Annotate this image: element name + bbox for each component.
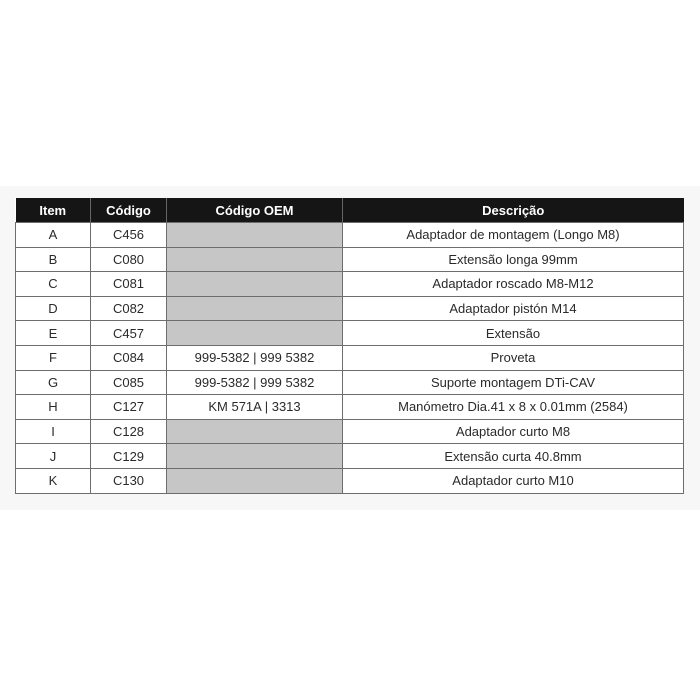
cell-item: H <box>16 395 91 420</box>
cell-codigo-oem: KM 571A | 3313 <box>167 395 343 420</box>
cell-codigo: C129 <box>91 444 167 469</box>
header-codigo: Código <box>91 198 167 223</box>
cell-codigo-oem <box>167 223 343 248</box>
table-row <box>16 223 684 248</box>
cell-codigo-oem <box>167 296 343 321</box>
cell-descricao: Adaptador de montagem (Longo M8) <box>343 223 684 248</box>
cell-item: C <box>16 272 91 297</box>
cell-descricao: Suporte montagem DTi-CAV <box>343 370 684 395</box>
cell-codigo: C080 <box>91 247 167 272</box>
table-row <box>16 272 684 297</box>
cell-codigo-oem <box>167 468 343 493</box>
header-descricao: Descrição <box>343 198 684 223</box>
cell-codigo: C456 <box>91 223 167 248</box>
cell-codigo: C085 <box>91 370 167 395</box>
cell-descricao: Proveta <box>343 345 684 370</box>
table-row <box>16 370 684 395</box>
cell-descricao: Adaptador roscado M8-M12 <box>343 272 684 297</box>
cell-codigo-oem <box>167 419 343 444</box>
cell-codigo-oem: 999-5382 | 999 5382 <box>167 370 343 395</box>
cell-codigo: C457 <box>91 321 167 346</box>
cell-item: I <box>16 419 91 444</box>
cell-codigo: C081 <box>91 272 167 297</box>
cell-item: A <box>16 223 91 248</box>
cell-descricao: Manómetro Dia.41 x 8 x 0.01mm (2584) <box>343 395 684 420</box>
cell-descricao: Adaptador curto M10 <box>343 468 684 493</box>
header-codigo-oem: Código OEM <box>167 198 343 223</box>
cell-codigo-oem: 999-5382 | 999 5382 <box>167 345 343 370</box>
cell-codigo: C084 <box>91 345 167 370</box>
cell-item: J <box>16 444 91 469</box>
table-row <box>16 321 684 346</box>
cell-item: B <box>16 247 91 272</box>
cell-codigo-oem <box>167 272 343 297</box>
cell-descricao: Extensão longa 99mm <box>343 247 684 272</box>
cell-descricao: Adaptador curto M8 <box>343 419 684 444</box>
parts-table <box>15 198 684 494</box>
cell-descricao: Extensão curta 40.8mm <box>343 444 684 469</box>
cell-descricao: Extensão <box>343 321 684 346</box>
table-row <box>16 345 684 370</box>
table-row <box>16 419 684 444</box>
cell-codigo-oem <box>167 247 343 272</box>
table-row <box>16 395 684 420</box>
cell-item: E <box>16 321 91 346</box>
table-row <box>16 444 684 469</box>
cell-item: G <box>16 370 91 395</box>
cell-codigo: C130 <box>91 468 167 493</box>
table-body <box>16 223 684 494</box>
cell-item: D <box>16 296 91 321</box>
cell-codigo: C082 <box>91 296 167 321</box>
table-row <box>16 468 684 493</box>
cell-item: K <box>16 468 91 493</box>
table-row <box>16 247 684 272</box>
cell-codigo: C127 <box>91 395 167 420</box>
table-row <box>16 296 684 321</box>
table-header <box>16 198 684 223</box>
cell-descricao: Adaptador pistón M14 <box>343 296 684 321</box>
cell-item: F <box>16 345 91 370</box>
cell-codigo-oem <box>167 444 343 469</box>
header-item: Item <box>16 198 91 223</box>
cell-codigo-oem <box>167 321 343 346</box>
header-row <box>16 198 684 223</box>
cell-codigo: C128 <box>91 419 167 444</box>
